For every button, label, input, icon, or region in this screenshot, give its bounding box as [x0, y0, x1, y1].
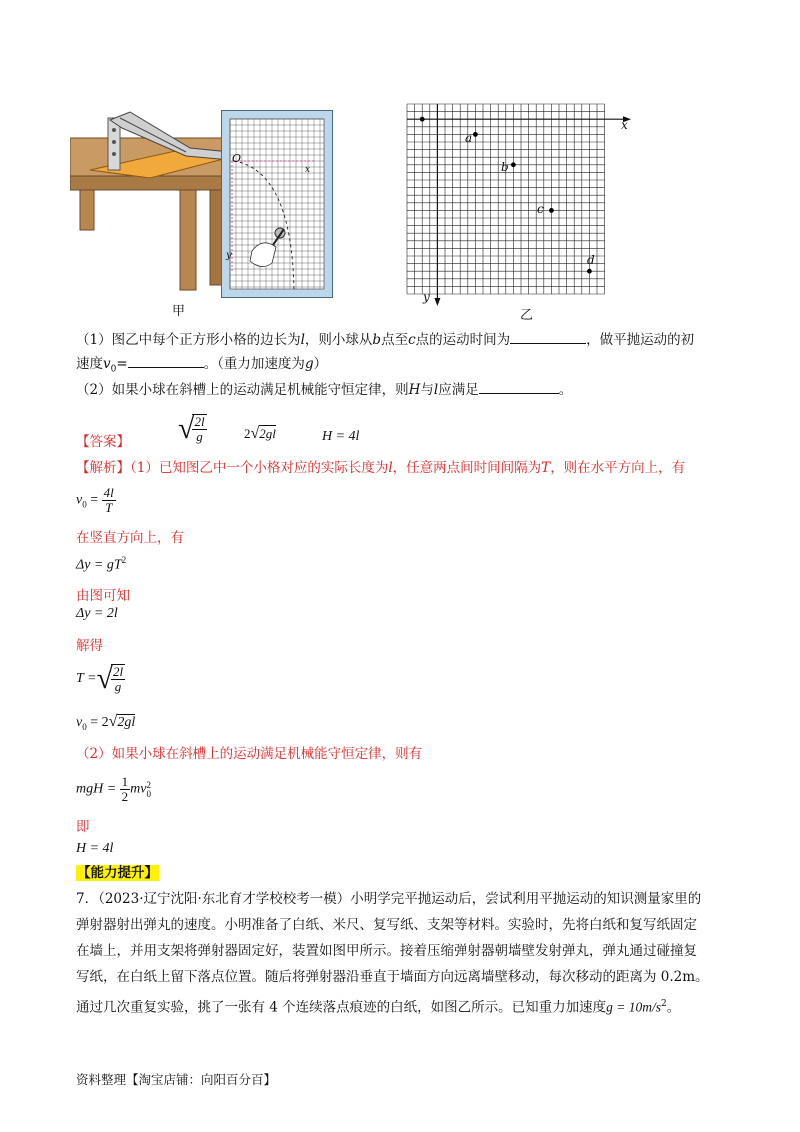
trace-point [420, 117, 425, 122]
answer-blank-relation[interactable] [479, 380, 559, 394]
figure-jia-grid [222, 111, 332, 297]
equation-1: $v_0$ = $\frac{4l}{T}$ [76, 485, 114, 515]
figure-yi-grid [405, 98, 635, 308]
trace-point [587, 269, 592, 274]
figure-jia-board [221, 110, 333, 298]
figure-jia-caption: 甲 [172, 304, 186, 319]
equation-6: mgH = $\frac{1}{2}$ mv 2 0 [76, 774, 151, 804]
answer-3: H = 4l [322, 429, 360, 444]
y-axis-arrow [434, 298, 440, 306]
equation-7: H = 4l [76, 841, 114, 856]
trace-point [473, 132, 478, 137]
question-1-line-2: 速度$v_0=$ 。（重力加速度为g） [76, 356, 328, 375]
board-paper [230, 119, 324, 289]
answer-blank-velocity[interactable] [128, 354, 204, 368]
analysis-line-3: 由图可知 [76, 588, 130, 604]
equation-3: Δy = 2l [76, 606, 118, 621]
analysis-line-6: 即 [76, 819, 90, 835]
footer: 资料整理【淘宝店铺：向阳百分百】 [76, 1072, 277, 1087]
yi-y-label: y [423, 290, 430, 304]
analysis-line-1: 【解析】（1）已知图乙中一个小格对应的实际长度为l，任意两点间时间间隔为T，则在水平方向上，有 [76, 460, 686, 476]
trace-point [511, 162, 516, 167]
question-1-line-1: （1）图乙中每个正方形小格的边长为l，则小球从b点至c点的运动时间为 ，做平抛运动的初 [76, 332, 695, 348]
point-c-label: c [537, 202, 544, 216]
problem-7-line-3: 在墙上，并用支架将弹射器固定好，装置如图甲所示。接着压缩弹射器朝墙壁发射弹丸，弹丸通过碰撞复 [76, 943, 697, 959]
jia-y-label: y [226, 250, 232, 261]
equation-2: $\Delta y = gT^2$ [76, 555, 127, 573]
answer-tag: 【答案】 [76, 434, 130, 450]
point-b-label: b [501, 160, 509, 174]
figure-yi-caption: 乙 [520, 308, 534, 323]
analysis-line-4: 解得 [76, 638, 103, 654]
analysis-line-2: 在竖直方向上，有 [76, 530, 184, 546]
point-d-label: d [587, 253, 595, 267]
point-a-label: a [465, 131, 473, 145]
equation-5: $v_0 = 2√2gl$ [76, 713, 136, 732]
answer-2: 2√2gl [244, 425, 276, 442]
problem-7-line-1: 7．（2023·辽宁沈阳·东北育才学校校考一模）小明学完平抛运动后，尝试利用平抛运动的知识测量家里的 [76, 891, 702, 907]
origin-label: O [232, 152, 242, 165]
yi-x-label: x [621, 118, 628, 132]
analysis-line-5: （2）如果小球在斜槽上的运动满足机械能守恒定律，则有 [76, 746, 423, 762]
equation-4: T =√ $\frac{2l}{g}$ [76, 662, 124, 695]
problem-7-line-2: 弹射器射出弹丸的速度。小明准备了白纸、米尺、复写纸、支架等材料。实验时，先将白纸和复写纸固定 [76, 917, 697, 933]
answer-blank-time[interactable] [510, 330, 586, 344]
figure-yi [405, 98, 635, 308]
jia-x-label: x [305, 165, 311, 175]
problem-7-line-4: 写纸，在白纸上留下落点位置。随后将弹射器沿垂直于墙面方向远离墙壁移动，每次移动的距离为 0.2m。 [76, 969, 709, 985]
answer-1: √ $\frac{2l}{g}$ [178, 412, 205, 445]
trace-point [549, 208, 554, 213]
question-2-line: （2）如果小球在斜槽上的运动满足机械能守恒定律，则H与l应满足 。 [76, 382, 573, 398]
section-tag: 【能力提升】 [77, 865, 158, 881]
problem-7-line-5: 通过几次重复实验，挑了一张有 4 个连续落点痕迹的白纸，如图乙所示。已知重力加速度$g = 10m/s^2$。 [76, 999, 681, 1016]
